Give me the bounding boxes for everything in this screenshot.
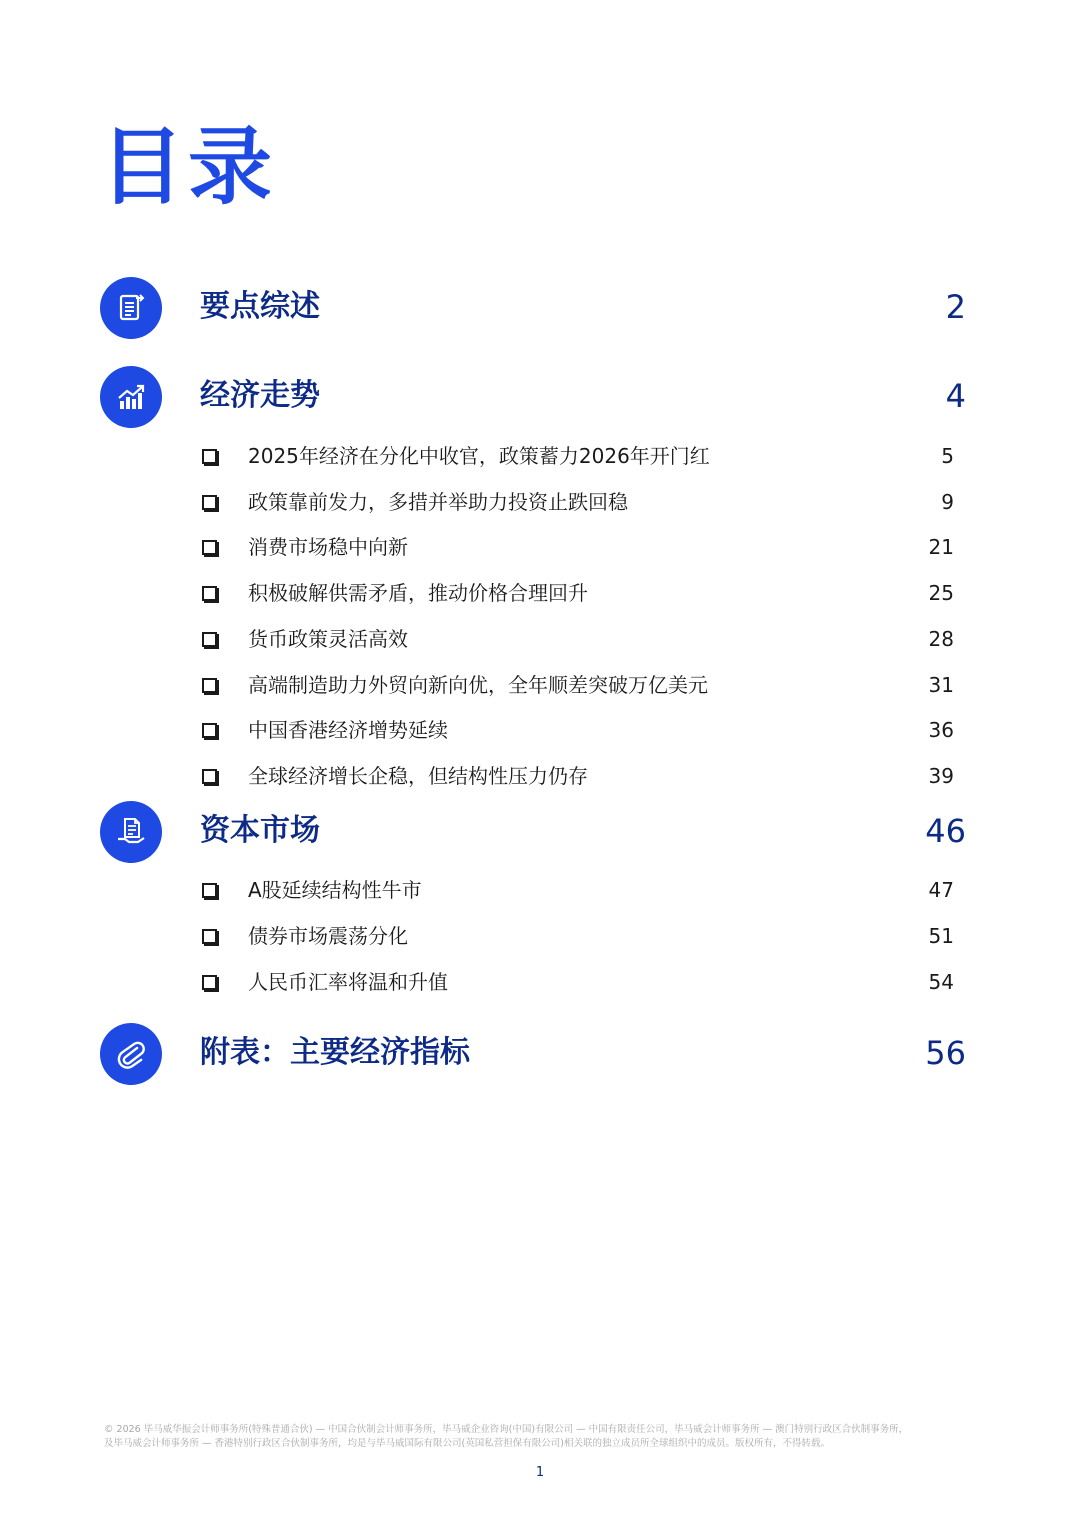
toc-item-label: 政策靠前发力，多措并举助力投资止跌回稳 (248, 490, 628, 514)
checkbox-bullet-icon (202, 975, 217, 990)
toc-item[interactable] (200, 578, 960, 608)
toc-item-label: 货币政策灵活高效 (248, 627, 408, 651)
toc-section-title: 附表：主要经济指标 (200, 1035, 470, 1070)
toc-item[interactable] (200, 715, 960, 745)
checkbox-bullet-icon (202, 586, 217, 601)
toc-item[interactable] (200, 670, 960, 700)
toc-item-page: 28 (928, 627, 954, 651)
checkbox-bullet-icon (202, 495, 217, 510)
toc-item-page: 36 (928, 718, 954, 742)
toc-item-page: 54 (928, 970, 954, 994)
page-title: 目录 (100, 118, 277, 216)
paperclip-icon (100, 1023, 162, 1085)
toc-section-page: 4 (945, 377, 966, 415)
copyright-footer (104, 1423, 984, 1451)
toc-item-page: 31 (928, 673, 954, 697)
toc-item-page: 25 (928, 581, 954, 605)
toc-item-page: 21 (928, 535, 954, 559)
toc-item-page: 9 (941, 490, 954, 514)
toc-item[interactable] (200, 624, 960, 654)
toc-section-summary[interactable] (100, 277, 980, 341)
checkbox-bullet-icon (202, 678, 217, 693)
checkbox-bullet-icon (202, 449, 217, 464)
toc-item-label: 中国香港经济增势延续 (248, 718, 448, 742)
toc-item-page: 5 (941, 444, 954, 468)
checkbox-bullet-icon (202, 723, 217, 738)
toc-item[interactable] (200, 441, 960, 471)
toc-section-economy[interactable] (100, 366, 980, 430)
toc-section-appendix[interactable] (100, 1023, 980, 1087)
toc-section-title: 资本市场 (200, 813, 320, 848)
toc-item-label: 债券市场震荡分化 (248, 924, 408, 948)
toc-item[interactable] (200, 761, 960, 791)
toc-item[interactable] (200, 967, 960, 997)
bar-chart-trend-icon (100, 366, 162, 428)
document-list-icon (100, 277, 162, 339)
toc-item-label: A股延续结构性牛市 (248, 878, 422, 902)
toc-section-page: 56 (925, 1034, 966, 1072)
toc-item-label: 人民币汇率将温和升值 (248, 970, 448, 994)
toc-item-label: 全球经济增长企稳，但结构性压力仍存 (248, 764, 588, 788)
toc-item-page: 47 (928, 878, 954, 902)
toc-section-title: 要点综述 (200, 289, 320, 324)
toc-item-label: 2025年经济在分化中收官，政策蓄力2026年开门红 (248, 444, 710, 468)
checkbox-bullet-icon (202, 540, 217, 555)
checkbox-bullet-icon (202, 632, 217, 647)
toc-section-page: 46 (925, 812, 966, 850)
toc-item-page: 39 (928, 764, 954, 788)
toc-item[interactable] (200, 875, 960, 905)
toc-item[interactable] (200, 487, 960, 517)
checkbox-bullet-icon (202, 929, 217, 944)
toc-item-label: 消费市场稳中向新 (248, 535, 408, 559)
toc-item[interactable] (200, 921, 960, 951)
toc-item-label: 高端制造助力外贸向新向优，全年顺差突破万亿美元 (248, 673, 708, 697)
checkbox-bullet-icon (202, 883, 217, 898)
document-hand-icon (100, 801, 162, 863)
toc-section-capital-market[interactable] (100, 801, 980, 865)
toc-section-title: 经济走势 (200, 378, 320, 413)
toc-item[interactable] (200, 532, 960, 562)
toc-item-label: 积极破解供需矛盾，推动价格合理回升 (248, 581, 588, 605)
copyright-line: © 2026 毕马威华振会计师事务所(特殊普通合伙) — 中国合伙制会计师事务所，毕马威企业咨询(中国)有限公司 — 中国有限责任公司，毕马威会计师事务所 — 澳门特别行政区合伙制事务所， (104, 1424, 909, 1435)
page-number: 1 (535, 1465, 545, 1480)
toc-item-page: 51 (928, 924, 954, 948)
copyright-line: 及毕马威会计师事务所 — 香港特别行政区合伙制事务所，均是与毕马威国际有限公司(英国私营担保有限公司)相关联的独立成员所全球组织中的成员。版权所有，不得转载。 (104, 1438, 830, 1449)
checkbox-bullet-icon (202, 769, 217, 784)
toc-section-page: 2 (945, 288, 966, 326)
